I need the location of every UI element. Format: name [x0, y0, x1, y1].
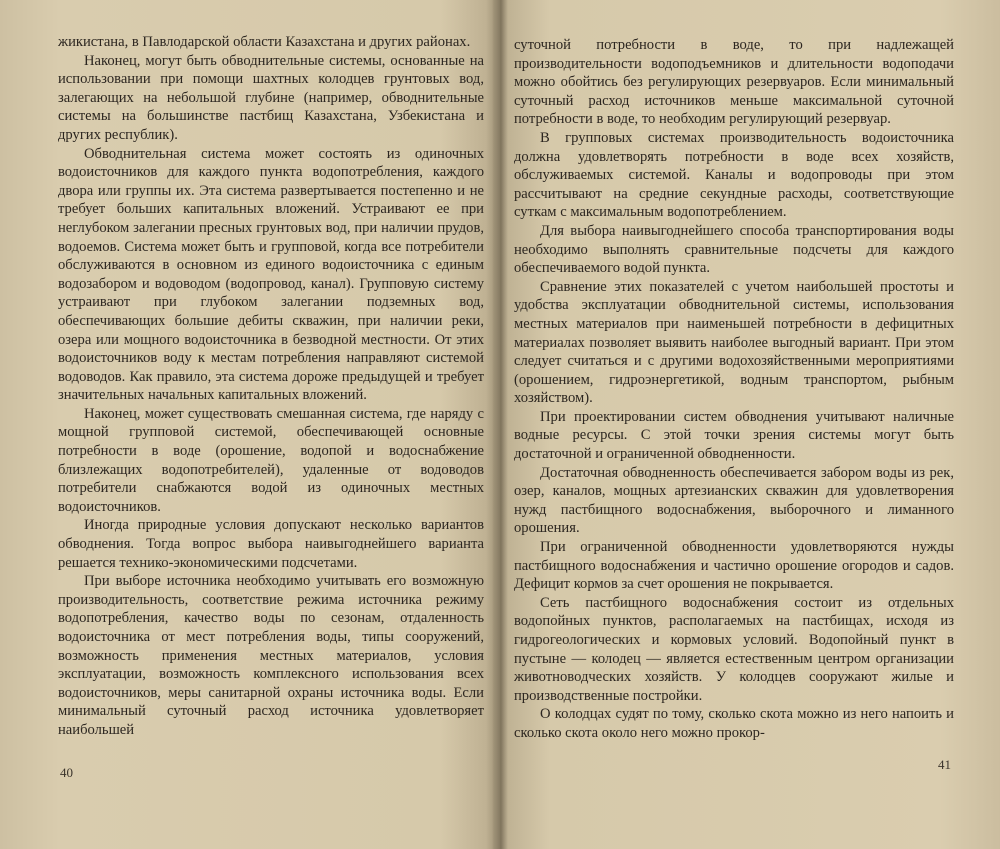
left-paragraph-6: При выборе источника необходимо учитывать его возможную производительность, соответствие режима источника режиму водопотребления, качество воды по сезонам, отдаленность водоисточника от мест потребления воды, типы сооружений, возможность применения местных материалов, условия эксплуатации, возможность комплексного использования всех водоисточников, меры санитарной охраны источника воды. Если минимальный суточный расход источника удовлетворяет наибольшей: [58, 573, 484, 738]
right-paragraph-5: При проектировании систем обводнения учитывают наличные водные ресурсы. С этой точки зрения системы могут быть достаточной и ограниченной обводненности.: [514, 408, 954, 463]
right-paragraph-3: Для выбора наивыгоднейшего способа транспортирования воды необходимо выполнять сравнительные подсчеты для каждого обеспечиваемого водой пункта.: [514, 222, 954, 277]
right-page-text: [514, 36, 954, 743]
left-paragraph-1: жикистана, в Павлодарской области Казахстана и других районах.: [58, 34, 471, 50]
right-paragraph-2: В групповых системах производительность водоисточника должна удовлетворять потребности в воде всех хозяйств, обслуживаемых системой. Каналы и водопроводы при этом рассчитывают на средние секундные расходы, соответствующие суткам с максимальным водопотреблением.: [514, 129, 954, 221]
left-page: [0, 0, 494, 849]
right-paragraph-7: При ограниченной обводненности удовлетворяются нужды пастбищного водоснабжения и частично орошение огородов и садов. Дефицит кормов за счет орошения не покрывается.: [514, 539, 954, 593]
left-paragraph-3: Обводнительная система может состоять из одиночных водоисточников для каждого пункта водопотребления, каждого двора или группы их. Эта система развертывается постепенно и не требует больших капитальных вложений. Устраивают ее при неглубоком залегании пресных грунтовых вод, при наличии прудов, водоемов. Система может быть и групповой, когда все потребители обслуживаются в основном из единого водоисточника с единым водозабором и водоводом (водопровод, канал). Групповую систему устраивают при глубоком залегании подземных вод, обеспечивающих большие дебиты скважин, при наличии реки, озера или мощного водоисточника в безводной местности. От этих водоисточников воду к местам потребления направляют системой водоводов. Как правило, эта система дороже предыдущей и требует значительных начальных капитальных вложений.: [58, 145, 484, 404]
right-page-number: 41: [938, 757, 951, 772]
left-paragraph-5: Иногда природные условия допускают несколько вариантов обводнения. Тогда вопрос выбора наивыгоднейшего варианта решается технико-экономическими подсчетами.: [58, 517, 484, 571]
left-paragraph-4: Наконец, может существовать смешанная система, где наряду с мощной групповой системой, обеспечивающей основные потребности в воде (орошение, водопой и водоснабжение близлежащих водопотребителей), удаленные от водоводов потребители снабжаются водой из одиночных местных водоисточников.: [58, 405, 484, 515]
right-paragraph-6: Достаточная обводненность обеспечивается забором воды из рек, озер, каналов, мощных артезианских скважин для удовлетворения нужд пастбищного водоснабжения, выборочного и лиманного орошения.: [514, 464, 954, 537]
right-paragraph-4: Сравнение этих показателей с учетом наибольшей простоты и удобства эксплуатации обводнительной системы, использования местных материалов при наименьшей потребности в дефицитных материалах позволяет выявить наиболее выгодный вариант. При этом следует считаться и с другими водохозяйственными мероприятиями (орошением, гидроэнергетикой, водным транспортом, рыбным хозяйством).: [514, 278, 954, 407]
left-page-number: 40: [60, 765, 73, 780]
left-page-text: [58, 33, 484, 740]
left-paragraph-2: Наконец, могут быть обводнительные системы, основанные на использовании при помощи шахтных колодцев грунтовых вод, залегающих на небольшой глубине (например, обводнительные системы на большинстве пастбищ Казахстана, Узбекистана и других республик).: [58, 52, 484, 143]
right-paragraph-8: Сеть пастбищного водоснабжения состоит из отдельных водопойных пунктов, располагаемых на пастбищах, исходя из гидрогеологических и кормовых условий. Водопойный пункт в пустыне — колодец — является естественным центром организации животноводческих хозяйств. У колодцев сооружают жилые и производственные постройки.: [514, 594, 954, 704]
right-paragraph-9: О колодцах судят по тому, сколько скота можно из него напоить и сколько скота около него можно прокор-: [514, 706, 954, 741]
right-page: [506, 0, 1000, 849]
right-paragraph-1: суточной потребности в воде, то при надлежащей производительности водоподъемников и длительности водоподачи можно обойтись без регулирующих резервуаров. Если минимальный суточный расход источников меньше максимальной суточной потребности в воде, то необходим регулирующий резервуар.: [514, 37, 954, 128]
